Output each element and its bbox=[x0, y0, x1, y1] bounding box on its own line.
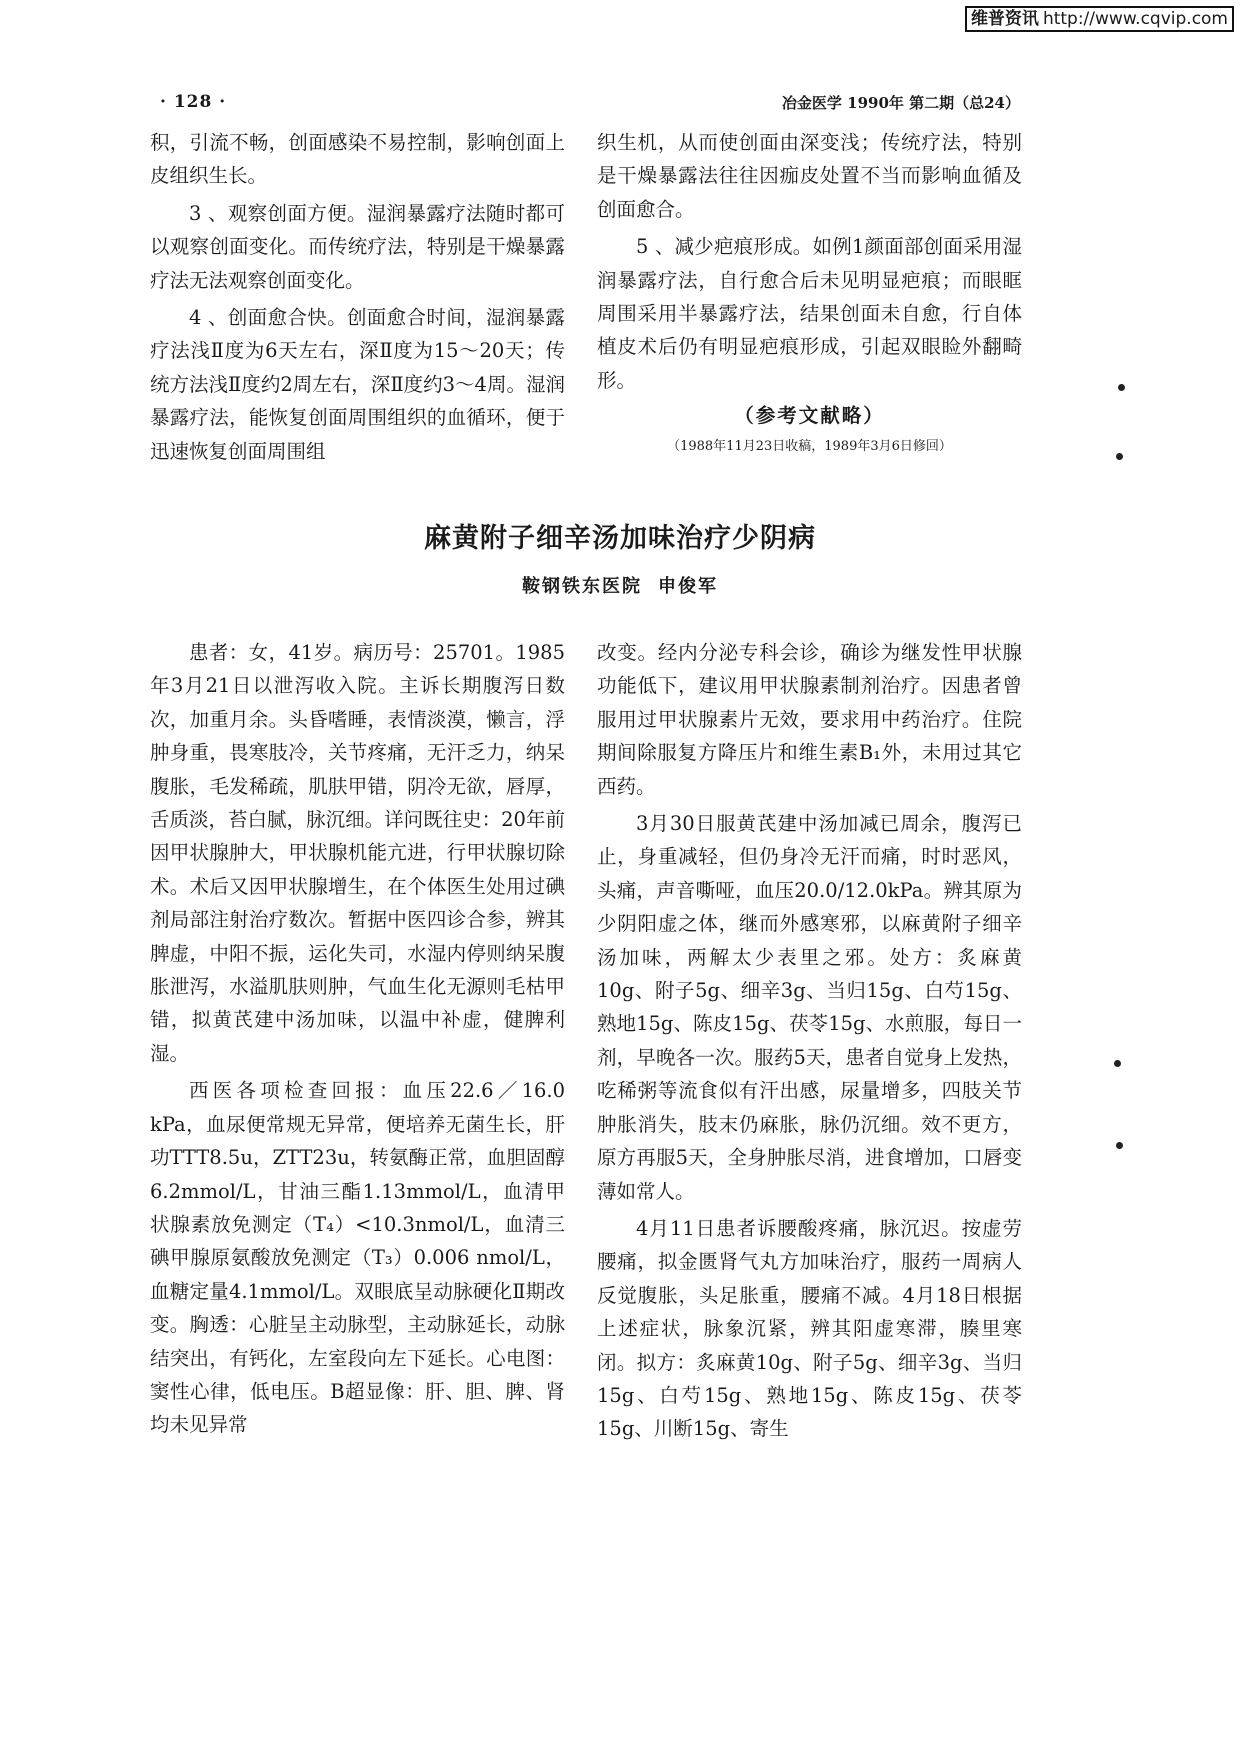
paragraph: 4月11日患者诉腰酸疼痛，脉沉迟。按虚劳腰痛，拟金匮肾气丸方加味治疗，服药一周病人反觉腹胀，头足胀重，腰痛不减。4月18日根据上述症状，脉象沉紧，辨其阳虚寒滞，腠里寒闭。拟方：炙麻黄10g、附子5g、细辛3g、当归15g、白芍15g、熟地15g、陈皮15g、茯苓15g、川断15g、寄生 bbox=[597, 1216, 1022, 1441]
scan-speck bbox=[1116, 453, 1123, 460]
paragraph: 积，引流不畅，创面感染不易控制，影响创面上皮组织生长。 bbox=[150, 131, 565, 188]
journal-name: 冶金医学 1990年 第二期（总24） bbox=[781, 94, 1020, 112]
page-number: · 128 · bbox=[160, 92, 227, 112]
byline bbox=[0, 572, 1240, 598]
watermark bbox=[965, 6, 1234, 32]
watermark-url: http://www.cqvip.com bbox=[1042, 9, 1228, 29]
paragraph: 改变。经内分泌专科会诊，确诊为继发性甲状腺功能低下，建议用甲状腺素制剂治疗。因患者曾服用过甲状腺素片无效，要求用中药治疗。住院期间除服复方降压片和维生素B₁外，未用过其它西药。 bbox=[597, 641, 1022, 798]
paragraph: 5 、减少疤痕形成。如例1颜面部创面采用湿润暴露疗法，自行愈合后未见明显疤痕；而眼眶周围采用半暴露疗法，结果创面未自愈，行自体植皮术后仍有明显疤痕形成，引起双眼睑外翻畸形。 bbox=[597, 235, 1022, 392]
paragraph: 3 、观察创面方便。湿润暴露疗法随时都可以观察创面变化。而传统疗法，特别是干燥暴露疗法无法观察创面变化。 bbox=[150, 201, 565, 292]
paragraph: 4 、创面愈合快。创面愈合时间，湿润暴露疗法浅Ⅱ度为6天左右，深Ⅱ度为15～20天；传统方法浅Ⅱ度约2周左右，深Ⅱ度约3～4周。湿润暴露疗法，能恢复创面周围组织的血循环，便于迅速恢复创面周围组 bbox=[150, 306, 565, 463]
article-title: 麻黄附子细辛汤加味治疗少阴病 bbox=[424, 523, 816, 554]
references-note: （参考文献略） bbox=[734, 404, 885, 428]
scan-speck bbox=[1114, 1060, 1121, 1067]
paragraph: 织生机，从而使创面由深变浅；传统疗法，特别是干燥暴露法往往因痂皮处置不当而影响血循及创面愈合。 bbox=[597, 131, 1022, 221]
received-date: （1988年11月23日收稿，1989年3月6日修回） bbox=[667, 438, 952, 454]
watermark-site: 维普资讯 bbox=[970, 9, 1039, 29]
paragraph: 西医各项检查回报：血压22.6／16.0 kPa，血尿便常规无异常，便培养无菌生长，肝功TTT8.5u，ZTT23u，转氨酶正常，血胆固醇6.2mmol/L，甘油三酯1.13mmol/L，血清甲状腺素放免测定（T₄）<10.3nmol/L，血清三碘甲腺原氨酸放免测定（T₃）0.006 nmol/L，血糖定量4.1mmol/L。双眼底呈动脉硬化Ⅱ期改变。胸透：心脏呈主动脉型，主动脉延长，动脉结突出，有钙化，左室段向左下延长。心电图：窦性心律，低电压。B超显像：肝、胆、脾、肾均未见异常 bbox=[150, 1079, 565, 1437]
article-right-column bbox=[597, 636, 1022, 1446]
paragraph: 3月30日服黄芪建中汤加减已周余，腹泻已止，身重减轻，但仍身冷无汗而痛，时时恶风，头痛，声音嘶哑，血压20.0/12.0kPa。辨其原为少阴阳虚之体，继而外感寒邪，以麻黄附子细辛汤加味，两解太少表里之邪。处方：炙麻黄10g、附子5g、细辛3g、当归15g、白芍15g、熟地15g、陈皮15g、茯苓15g、水煎服，每日一剂，早晚各一次。服药5天，患者自觉身上发热，吃稀粥等流食似有汗出感，尿量增多，四肢关节肿胀消失，肢末仍麻胀，脉仍沉细。效不更方，原方再服5天，全身肿胀尽消，进食增加，口唇变薄如常人。 bbox=[597, 812, 1022, 1203]
scan-speck bbox=[1116, 1142, 1123, 1149]
paragraph: 患者：女，41岁。病历号：25701。1985年3月21日以泄泻收入院。主诉长期腹泻日数次，加重月余。头昏嗜睡，表情淡漠，懒言，浮肿身重，畏寒肢冷，关节疼痛，无汗乏力，纳呆腹胀，毛发稀疏，肌肤甲错，阴冷无欲，唇厚，舌质淡，苔白腻，脉沉细。详问既往史：20年前因甲状腺肿大，甲状腺机能亢进，行甲状腺切除术。术后又因甲状腺增生，在个体医生处用过碘剂局部注射治疗数次。暂据中医四诊合参，辨其脾虚，中阳不振，运化失司，水湿内停则纳呆腹胀泄泻，水溢肌肤则肿，气血生化无源则毛枯甲错，拟黄芪建中汤加味，以温中补虚，健脾利湿。 bbox=[150, 641, 565, 1065]
previous-article-left-column bbox=[150, 126, 565, 468]
affiliation: 鞍钢铁东医院 bbox=[522, 576, 642, 597]
scan-speck bbox=[1118, 384, 1125, 391]
article-left-column bbox=[150, 636, 565, 1442]
author: 申俊军 bbox=[658, 576, 718, 597]
previous-article-right-column bbox=[597, 126, 1022, 461]
